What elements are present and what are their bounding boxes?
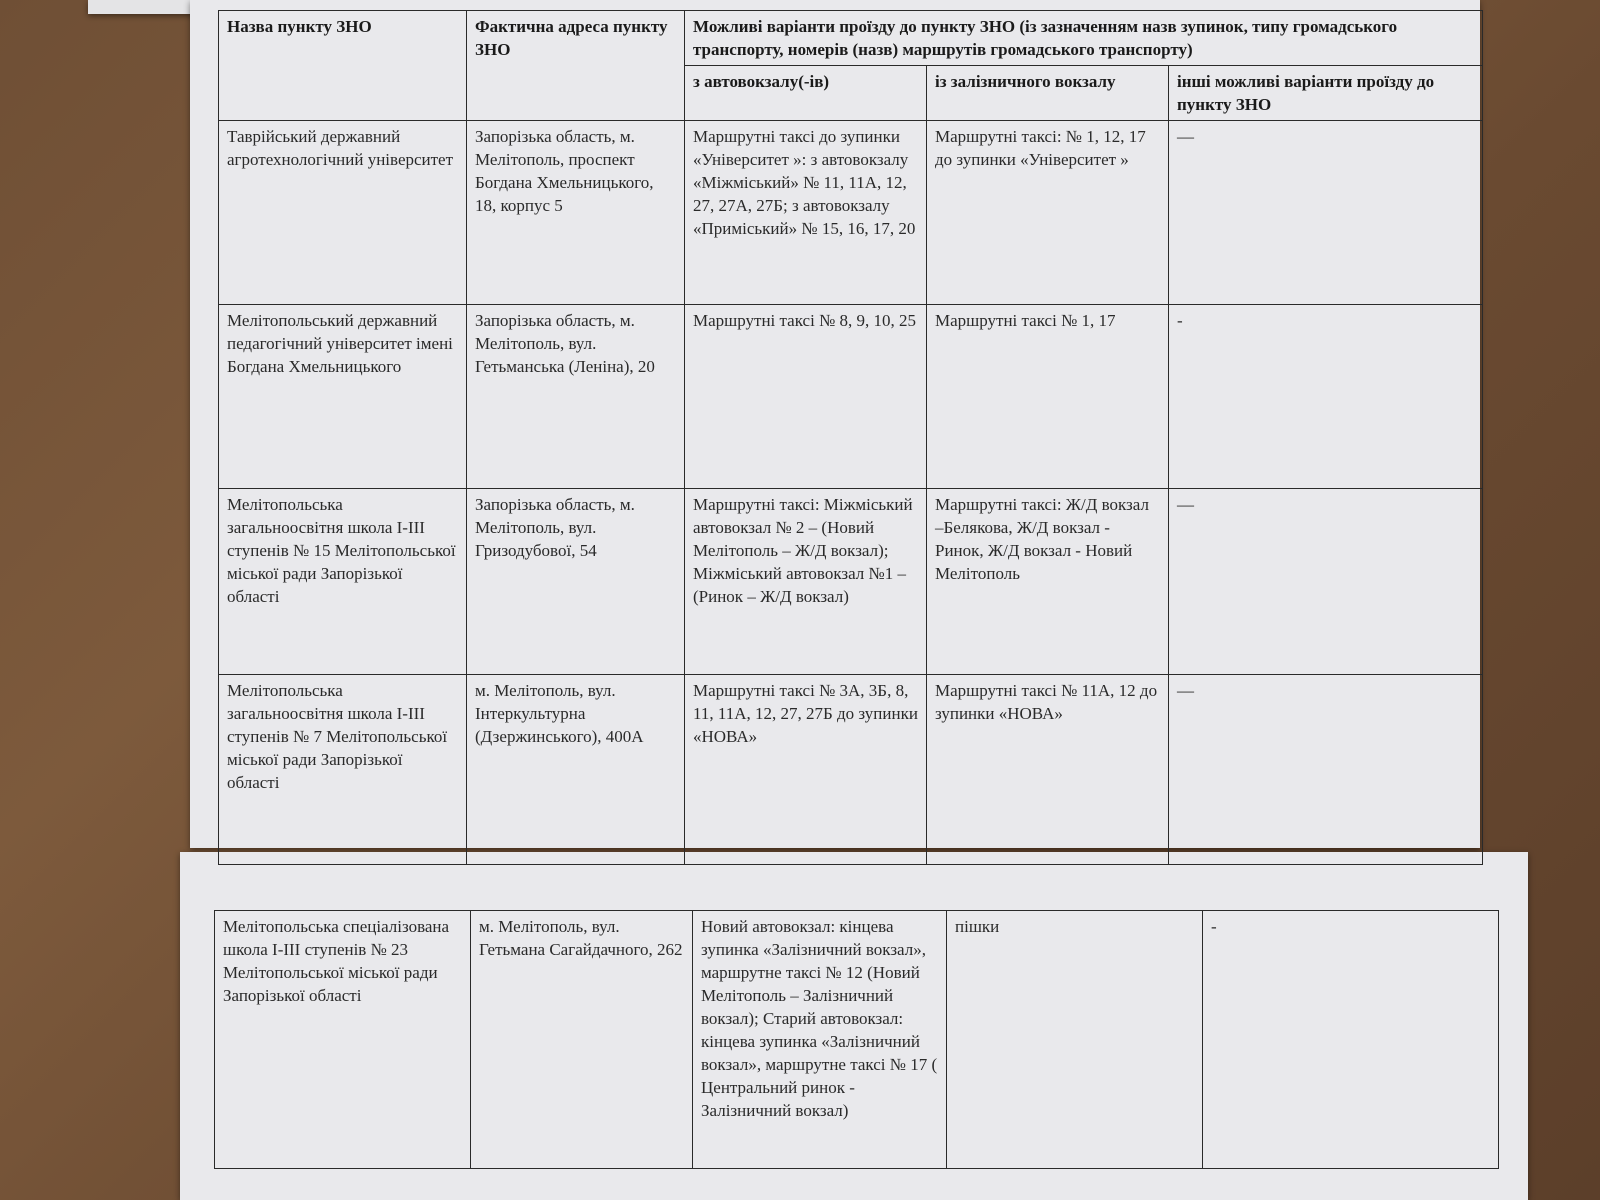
cell-bus-routes: Маршрутні таксі № 3А, 3Б, 8, 11, 11А, 12, 27, 27Б до зупинки «НОВА» bbox=[685, 675, 927, 865]
cell-other-options: - bbox=[1203, 911, 1499, 1169]
table-row bbox=[215, 911, 1499, 1169]
cell-name: Мелітопольська загальноосвітня школа І-ІІІ ступенів № 15 Мелітопольської міської ради Запорізької області bbox=[219, 489, 467, 675]
cell-other-options: - bbox=[1169, 305, 1483, 489]
cell-name: Мелітопольський державний педагогічний університет імені Богдана Хмельницького bbox=[219, 305, 467, 489]
table-row bbox=[219, 675, 1483, 865]
zno-locations-table bbox=[218, 10, 1483, 865]
table-header bbox=[219, 11, 1483, 121]
cell-bus-routes: Маршрутні таксі: Міжміський автовокзал № 2 – (Новий Мелітополь – Ж/Д вокзал); Міжміський автовокзал №1 – (Ринок – Ж/Д вокзал) bbox=[685, 489, 927, 675]
cell-bus-routes: Маршрутні таксі до зупинки «Університет »: з автовокзалу «Міжміський» № 11, 11А, 12, 27, 27А, 27Б; з автовокзалу «Приміський» № 15, 16, 17, 20 bbox=[685, 121, 927, 305]
cell-rail-routes: Маршрутні таксі: № 1, 12, 17 до зупинки «Університет » bbox=[927, 121, 1169, 305]
table-row bbox=[219, 121, 1483, 305]
header-routes-group: Можливі варіанти проїзду до пункту ЗНО (із зазначенням назв зупинок, типу громадського транспорту, номерів (назв) маршрутів громадського транспорту) bbox=[685, 11, 1483, 66]
cell-address: Запорізька область, м. Мелітополь, проспект Богдана Хмельницького, 18, корпус 5 bbox=[467, 121, 685, 305]
cell-address: м. Мелітополь, вул. Інтеркультурна (Дзержинського), 400А bbox=[467, 675, 685, 865]
cell-other-options: — bbox=[1169, 121, 1483, 305]
header-from-bus-station: з автовокзалу(-ів) bbox=[685, 66, 927, 121]
cell-other-options: — bbox=[1169, 675, 1483, 865]
cell-address: Запорізька область, м. Мелітополь, вул. Гетьманська (Леніна), 20 bbox=[467, 305, 685, 489]
cell-name: Таврійський державний агротехнологічний університет bbox=[219, 121, 467, 305]
cell-bus-routes: Новий автовокзал: кінцева зупинка «Залізничний вокзал», маршрутне таксі № 12 (Новий Мелітополь – Залізничний вокзал); Старий автовокзал: кінцева зупинка «Залізничний вокзал», маршрутне таксі № 17 ( Центральний ринок - Залізничний вокзал) bbox=[693, 911, 947, 1169]
header-from-railway-station: із залізничного вокзалу bbox=[927, 66, 1169, 121]
cell-name: Мелітопольська спеціалізована школа І-ІІІ ступенів № 23 Мелітопольської міської ради Запорізької області bbox=[215, 911, 471, 1169]
cell-rail-routes: Маршрутні таксі № 1, 17 bbox=[927, 305, 1169, 489]
header-name: Назва пункту ЗНО bbox=[219, 11, 467, 121]
cell-address: м. Мелітополь, вул. Гетьмана Сагайдачного, 262 bbox=[471, 911, 693, 1169]
zno-locations-table-continued bbox=[214, 910, 1499, 1169]
cell-name: Мелітопольська загальноосвітня школа І-ІІІ ступенів № 7 Мелітопольської міської ради Запорізької області bbox=[219, 675, 467, 865]
cell-address: Запорізька область, м. Мелітополь, вул. Гризодубової, 54 bbox=[467, 489, 685, 675]
cell-rail-routes: пішки bbox=[947, 911, 1203, 1169]
cell-rail-routes: Маршрутні таксі № 11А, 12 до зупинки «НОВА» bbox=[927, 675, 1169, 865]
table-row bbox=[219, 489, 1483, 675]
cell-rail-routes: Маршрутні таксі: Ж/Д вокзал –Белякова, Ж/Д вокзал - Ринок, Ж/Д вокзал - Новий Мелітополь bbox=[927, 489, 1169, 675]
header-address: Фактична адреса пункту ЗНО bbox=[467, 11, 685, 121]
cell-other-options: — bbox=[1169, 489, 1483, 675]
cell-bus-routes: Маршрутні таксі № 8, 9, 10, 25 bbox=[685, 305, 927, 489]
table-row bbox=[219, 305, 1483, 489]
header-other-options: інші можливі варіанти проїзду до пункту ЗНО bbox=[1169, 66, 1483, 121]
